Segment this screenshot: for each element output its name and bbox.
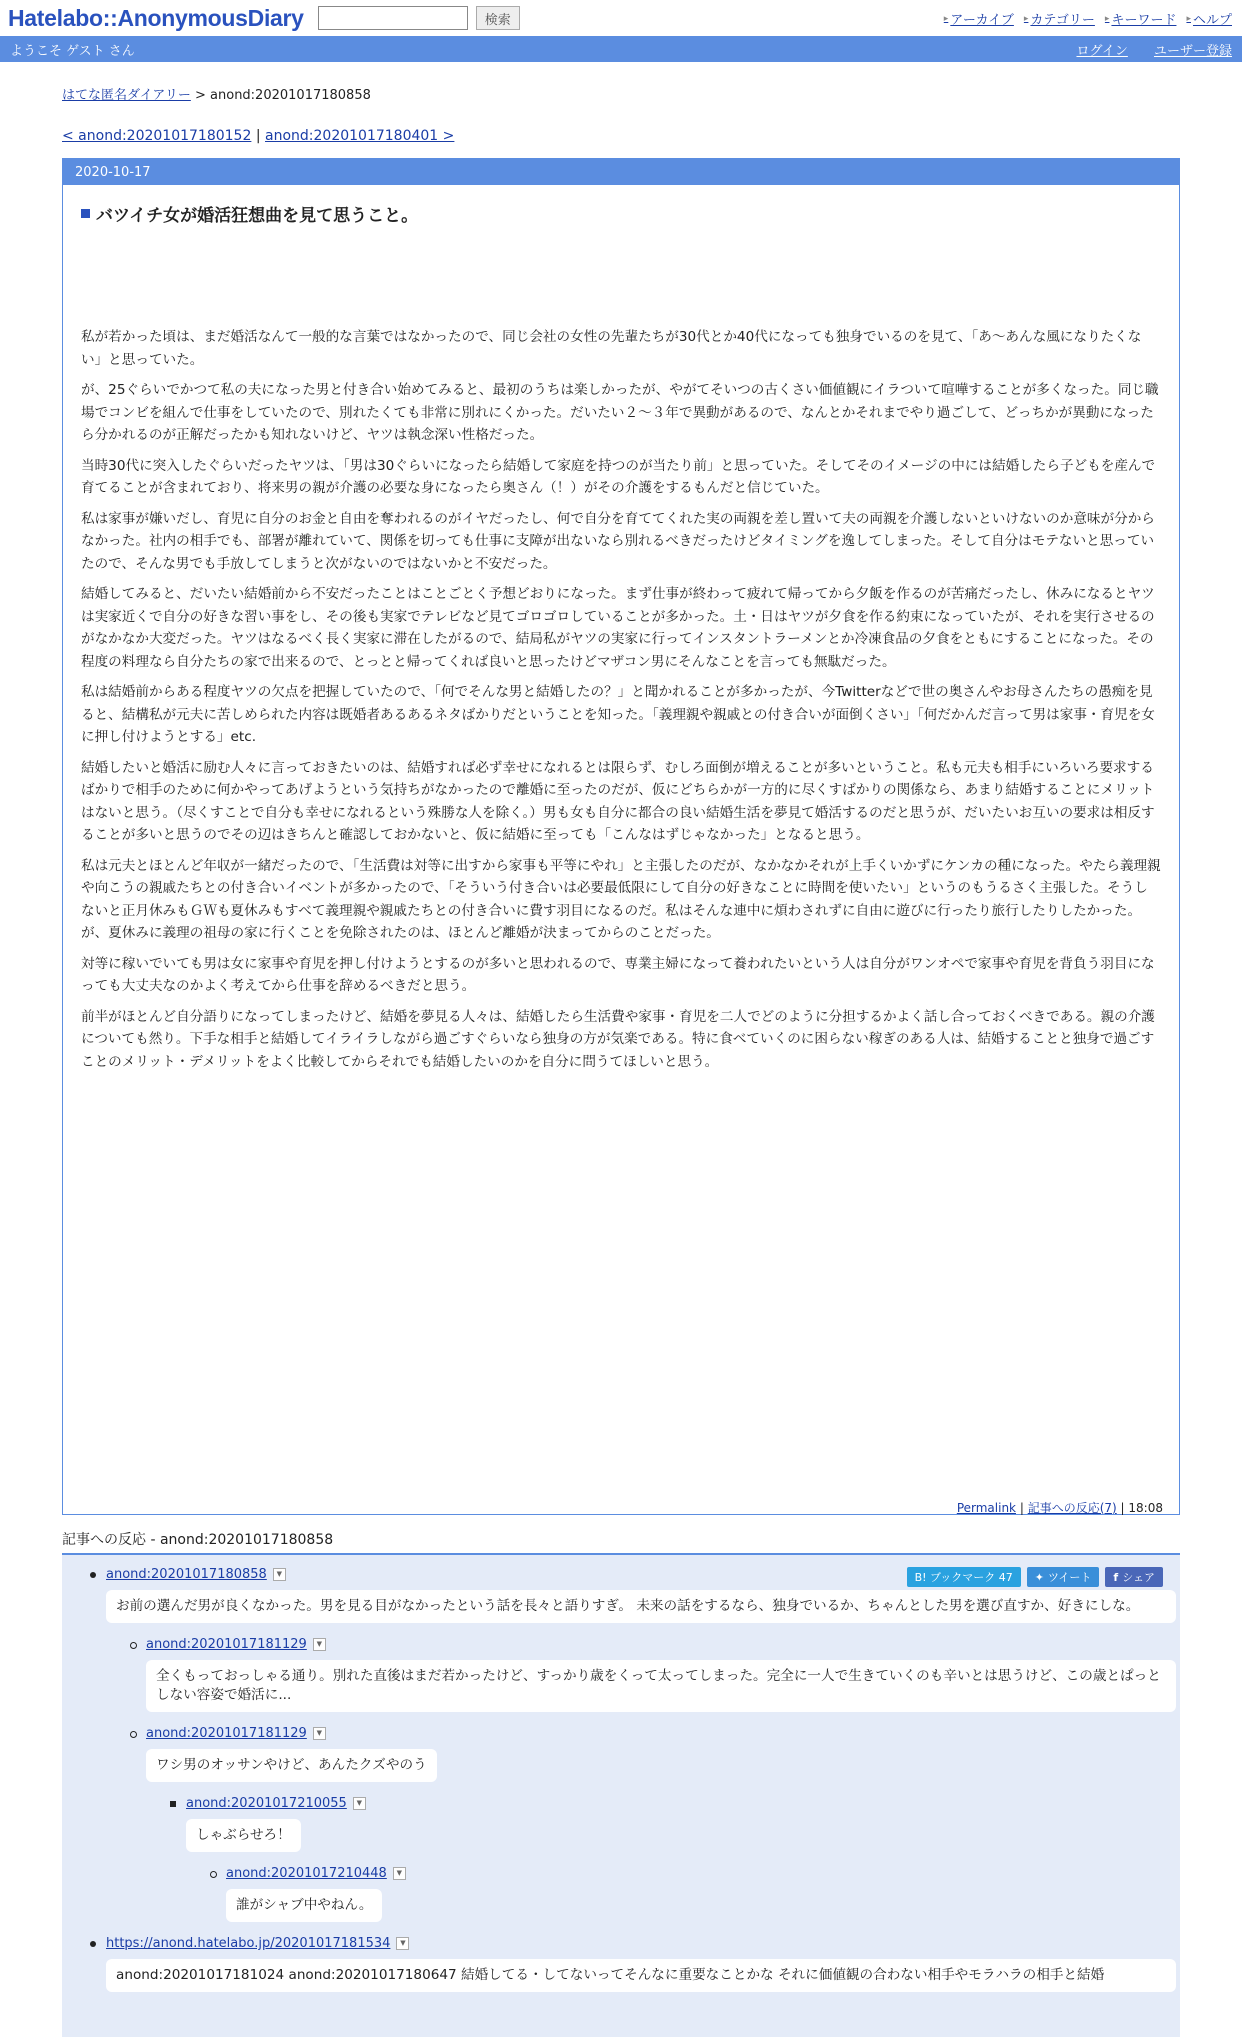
user-bar — [0, 36, 1242, 62]
chevron-down-icon[interactable]: ▼ — [396, 1937, 409, 1950]
entry-date: 2020-10-17 — [63, 159, 1179, 185]
reaction-item — [146, 1726, 1170, 1782]
entry-paragraph: 私は元夫とほとんど年収が一緒だったので、「生活費は対等に出すから家事も平等にやれ」と主張したのだが、なかなかそれが上手くいかずにケンカの種になった。やたら義理親や向こうの親戚たちとの付き合いイベントが多かったので、「そういう付き合いは必要最低限にして自分の好きなことに時間を使いたい」というのもうるさく主張した。そうしないと正月休みもＧＷも夏休みもすべて義理親や親戚たちとの付き合いに費す羽目になるのだ。私はそんな連中に煩わされずに自由に遊びに行ったり旅行したりしたかった。が、夏休みに義理の祖母の家に行くことを免除されたのは、ほとんど離婚が決まってからのことだった。 — [81, 857, 1161, 941]
entry-paragraph: 私が若かった頃は、まだ婚活なんて一般的な言葉ではなかったので、同じ会社の女性の先輩たちが30代とか40代になっても独身でいるのを見て、「あ〜あんな風になりたくない」と思っていた。 — [81, 329, 1142, 368]
bullet-icon — [210, 1871, 217, 1878]
main-content — [62, 84, 1180, 2037]
reaction-item — [106, 1936, 1170, 1992]
chevron-right-icon: ▸ — [1023, 13, 1029, 24]
bullet-icon — [170, 1801, 176, 1807]
reaction-link[interactable]: anond:20201017181129 — [146, 1726, 307, 1741]
entry-footer — [957, 1499, 1163, 1516]
entry-paragraph: 結婚したいと婚活に励む人々に言っておきたいのは、結婚すれば必ず幸せになれるとは限らず、むしろ面倒が増えることが多いということ。私も元夫も相手にいろいろ要求するばかりで相手のために何かやってあげようという気持ちがなかったので離婚に至ったのだが、仮にどちらかが一方的に尽くすばかりの関係なら、あまり結婚することにメリットはないと思う。（尽くすことで自分も幸せになれるという殊勝な人を除く。）男も女も自分に都合の良い結婚生活を夢見て婚活するのだと思うが、だいたいお互いの要求は相反することが多いと思うのでその辺はきちんと確認しておかないと、仮に結婚に至っても「こんなはずじゃなかった」となると思う。 — [81, 759, 1155, 843]
reaction-text: 誰がシャブ中やねん。 — [226, 1889, 382, 1922]
nav-help[interactable]: ▸ ヘルプ — [1186, 13, 1232, 28]
breadcrumb — [62, 84, 1180, 103]
entry-paragraph: が、25ぐらいでかつて私の夫になった男と付き合い始めてみると、最初のうちは楽しかったが、やがてそいつの古くさい価値観にイラついて喧嘩することが多くなった。同じ職場でコンビを組んで仕事をしていたので、別れたくても非常に別れにくかった。だいたい２〜３年で異動があるので、なんとかそれまでやり過ごして、どっちかが異動になったら分かれるのが正解だったかも知れないけど、ヤツは執念深い性格だった。 — [81, 382, 1159, 443]
reaction-item — [186, 1796, 1170, 1852]
reaction-link[interactable]: anond:20201017181129 — [146, 1637, 307, 1652]
chevron-right-icon: ▸ — [1104, 13, 1110, 24]
footer-separator: | — [1019, 1501, 1024, 1515]
square-icon[interactable] — [81, 209, 90, 218]
entry-paragraph: 私は結婚前からある程度ヤツの欠点を把握していたので、「何でそんな男と結婚したの？」と聞かれることが多かったが、今Twitterなどで世の奥さんやお母さんたちの愚痴を見ると、結構私が元夫に苦しめられた内容は既婚者あるあるネタばかりだということを知った。「義理親や親戚との付き合いが面倒くさい」「何だかんだ言って男は家事・育児を女に押し付けようとする」etc. — [81, 684, 1155, 745]
nav-category[interactable]: ▸ カテゴリー — [1023, 13, 1095, 28]
search-input[interactable] — [318, 6, 468, 30]
site-logo[interactable]: Hatelabo::AnonymousDiary — [8, 4, 304, 31]
hatena-bookmark-button[interactable]: B! ブックマーク 47 — [907, 1567, 1021, 1587]
entry-paragraph: 対等に稼いでいても男は女に家事や育児を押し付けようとするのが多いと思われるので、専業主婦になって養われたいという人は自分がワンオペで家事や育児を背負う羽目になっても大丈夫なのかよく考えてから仕事を辞めるべきだと思う。 — [81, 955, 1155, 994]
chevron-down-icon[interactable]: ▼ — [393, 1867, 406, 1880]
tweet-button[interactable]: ✦ ツイート — [1027, 1567, 1100, 1587]
entry-paragraph: 当時30代に突入したぐらいだったヤツは、「男は30ぐらいになったら結婚して家庭を持つのが当たり前」と思っていた。そしてそのイメージの中には結婚したら子どもを産んで育てることが含まれており、将来男の親が介護の必要な身になったら奥さん（！）がその介護をするもんだと信じていた。 — [81, 457, 1156, 496]
breadcrumb-separator: > — [194, 88, 206, 103]
nav-keyword[interactable]: ▸ キーワード — [1104, 13, 1177, 28]
facebook-share-button[interactable]: f シェア — [1105, 1567, 1163, 1587]
next-entry-link[interactable]: anond:20201017180401 > — [265, 128, 455, 144]
entry-paragraph: 結婚してみると、だいたい結婚前から不安だったことはことごとく予想どおりになった。まず仕事が終わって疲れて帰ってから夕飯を作るのが苦痛だったし、休みになるとヤツは実家近くで自分の好きな習い事をし、その後も実家でテレビなど見てゴロゴロしていることが多かった。土・日はヤツが夕食を作る約束になっていたが、それを実行させるのがなかなか大変だった。ヤツはなるべく長く実家に滞在したがるので、結局私がヤツの実家に行ってインスタントラーメンとか冷凍食品の夕食をともにすることになった。その程度の料理なら自分たちの家で出来るので、とっとと帰ってくれば良いと思ったけどマザコン男にそんなことを言っても無駄だった。 — [81, 586, 1155, 670]
permalink[interactable]: Permalink — [956, 1501, 1016, 1515]
chevron-right-icon: ▸ — [943, 13, 949, 24]
header-nav — [944, 9, 1232, 28]
chevron-right-icon: ▸ — [1186, 13, 1191, 24]
welcome-text: ようこそ ゲスト さん — [10, 43, 135, 59]
reaction-item — [106, 1567, 1170, 1623]
bullet-icon — [90, 1941, 96, 1947]
bullet-icon — [130, 1642, 137, 1649]
prev-next-nav — [62, 128, 1180, 144]
site-header — [0, 0, 1242, 36]
entry-title-text: バツイチ女が婚活狂想曲を見て思うこと。 — [96, 206, 419, 226]
reaction-link[interactable]: anond:20201017210055 — [186, 1796, 347, 1811]
login-link[interactable]: ログイン — [1076, 43, 1128, 59]
entry-title — [81, 201, 1179, 226]
reaction-link[interactable]: anond:20201017180858 — [106, 1567, 267, 1582]
bullet-icon — [130, 1731, 137, 1738]
prev-entry-link[interactable]: < anond:20201017180152 — [62, 128, 252, 144]
entry-paragraph: 前半がほとんど自分語りになってしまったけど、結婚を夢見る人々は、結婚したら生活費や家事・育児を二人でどのように分担するかよく話し合っておくべきである。親の介護についても然り。下手な相手と結婚してイライラしながら過ごすぐらいなら独身の方が気楽である。特に食べていくのに困らない稼ぎのある人は、結婚することと独身で過ごすことのメリット・デメリットをよく比較してからそれでも結婚したいのかを自分に問うてほしいと思う。 — [81, 1008, 1155, 1070]
prev-next-separator: | — [255, 128, 261, 144]
chevron-down-icon[interactable]: ▼ — [353, 1797, 366, 1810]
search-form — [318, 6, 520, 30]
breadcrumb-home[interactable]: はてな匿名ダイアリー — [62, 88, 191, 103]
search-button[interactable]: 検索 — [476, 6, 520, 30]
reaction-link[interactable]: anond:20201017210448 — [226, 1866, 387, 1881]
reactions-list — [62, 1555, 1180, 2037]
reaction-link[interactable]: https://anond.hatelabo.jp/20201017181534 — [106, 1936, 391, 1951]
facebook-icon: f — [1113, 1570, 1119, 1584]
reaction-text: anond:20201017181024 anond:20201017180647 結婚してる・してないってそんなに重要なことかな それに価値観の合わない相手やモラハラの相手と結婚 — [106, 1959, 1176, 1992]
breadcrumb-current: anond:20201017180858 — [210, 88, 371, 103]
reaction-item — [226, 1866, 1170, 1922]
reaction-text: ワシ男のオッサンやけど、あんたクズやのう — [146, 1749, 437, 1782]
entry-time: 18:08 — [1128, 1501, 1163, 1515]
entry-paragraph: 私は家事が嫌いだし、育児に自分のお金と自由を奪われるのがイヤだったし、何で自分を育ててくれた実の両親を差し置いて夫の両親を介護しないといけないのか意味が分からなかった。社内の相手でも、部署が離れていて、関係を切っても仕事に支障が出ないなら別れるべきだったけどタイミングを逸してしまった。そして自分はモテないと思っていたので、そんな男でも手放してしまうと次がないのではないかと不安だった。 — [81, 510, 1155, 572]
reaction-text: しゃぶらせろ！ — [186, 1819, 301, 1852]
chevron-down-icon[interactable]: ▼ — [273, 1568, 286, 1581]
reaction-text: お前の選んだ男が良くなかった。男を見る目がなかったという話を長々と語りすぎ。 未来の話をするなら、独身でいるか、ちゃんとした男を選び直すか、好きにしな。 — [106, 1590, 1176, 1623]
nav-archive[interactable]: ▸ アーカイブ — [943, 13, 1014, 28]
twitter-bird-icon: ✦ — [1034, 1570, 1044, 1584]
register-link[interactable]: ユーザー登録 — [1153, 43, 1232, 59]
reactions-link[interactable]: 記事への反応(7) — [1027, 1501, 1117, 1515]
account-links — [1054, 40, 1232, 59]
reaction-item — [146, 1637, 1170, 1712]
bullet-icon — [90, 1572, 96, 1578]
chevron-down-icon[interactable]: ▼ — [313, 1638, 326, 1651]
reaction-text: 全くもっておっしゃる通り。別れた直後はまだ若かったけど、すっかり歳をくって太ってしまった。完全に一人で生きていくのも辛いとは思うけど、この歳とぱっとしない容姿で婚活に... — [146, 1660, 1176, 1712]
reactions-heading: 記事への反応 - anond:20201017180858 — [62, 1529, 1180, 1555]
chevron-down-icon[interactable]: ▼ — [313, 1727, 326, 1740]
footer-separator: | — [1120, 1501, 1125, 1515]
entry-body — [81, 326, 1161, 1073]
